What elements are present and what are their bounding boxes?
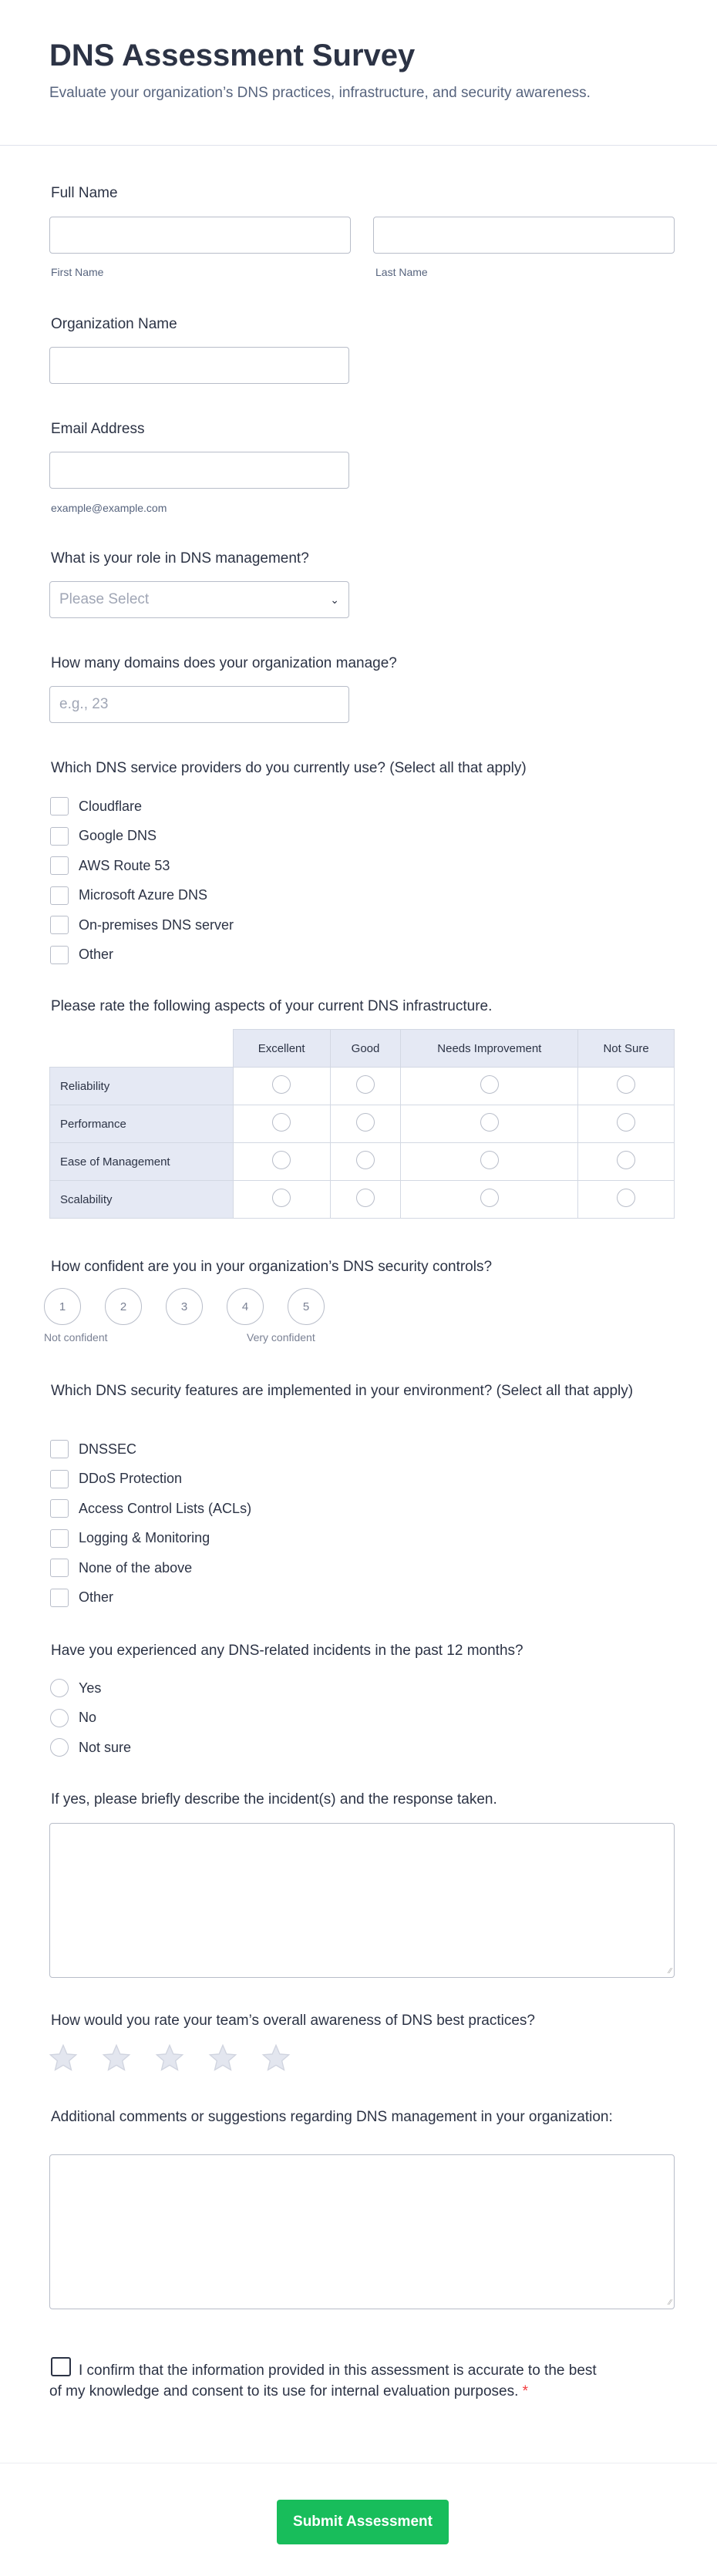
radio-option[interactable] [50,1703,131,1734]
submit-button[interactable]: Submit Assessment [277,2500,449,2544]
awareness-label: How would you rate your team’s overall awareness of DNS best practices? [51,2013,535,2029]
star-icon[interactable] [207,2043,238,2073]
scale-option-5[interactable]: 5 [288,1288,325,1325]
matrix-radio[interactable] [480,1113,499,1132]
matrix-radio[interactable] [356,1189,375,1207]
matrix-radio[interactable] [272,1075,291,1094]
email-sublabel: example@example.com [51,502,167,514]
checkbox-option[interactable] [50,910,234,940]
matrix-cell [578,1181,675,1219]
domains-input[interactable] [49,686,349,723]
header-divider [0,145,717,146]
features-label: Which DNS security features are implemented in your environment? (Select all that apply) [51,1383,634,1399]
last-name-sublabel: Last Name [375,266,428,278]
checkbox[interactable] [50,1559,69,1577]
role-label: What is your role in DNS management? [51,550,309,567]
matrix-cell [578,1143,675,1181]
option-label: Yes [79,1680,102,1696]
matrix-cell [578,1105,675,1143]
features-options [50,1434,251,1613]
option-label: Not sure [79,1739,132,1755]
checkbox-option[interactable] [50,1434,251,1465]
resize-grip-icon[interactable]: ∕∕ [668,1967,672,1976]
checkbox[interactable] [50,886,69,905]
matrix-row-label: Scalability [50,1181,234,1219]
star-rating [48,2043,291,2073]
matrix-cell [401,1068,578,1105]
matrix-radio[interactable] [617,1075,635,1094]
chevron-down-icon: ⌄ [330,593,339,606]
checkbox-option[interactable] [50,940,234,970]
confidence-label: How confident are you in your organization’s DNS security controls? [51,1259,493,1275]
checkbox[interactable] [50,946,69,964]
checkbox[interactable] [50,1499,69,1518]
matrix-row-label: Ease of Management [50,1143,234,1181]
required-mark: * [522,2383,529,2399]
star-icon[interactable] [101,2043,132,2073]
confidence-scale [44,1288,325,1325]
option-label: Microsoft Azure DNS [79,887,208,903]
matrix-column-header: Good [330,1030,401,1068]
comments-textarea[interactable] [49,2154,675,2309]
incidents-label: Have you experienced any DNS-related incidents in the past 12 months? [51,1643,523,1659]
comments-label: Additional comments or suggestions regarding DNS management in your organization: [51,2109,613,2125]
consent-text [49,2360,604,2402]
matrix-radio[interactable] [356,1113,375,1132]
matrix-cell [330,1181,401,1219]
option-label: No [79,1710,97,1726]
option-label: Logging & Monitoring [79,1530,210,1546]
scale-option-4[interactable]: 4 [227,1288,264,1325]
matrix-radio[interactable] [480,1075,499,1094]
incidents-options [50,1673,131,1763]
scale-max-label: Very confident [247,1331,315,1343]
checkbox-option[interactable] [50,1465,251,1495]
option-label: None of the above [79,1559,193,1576]
first-name-sublabel: First Name [51,266,104,278]
organization-label: Organization Name [51,316,177,332]
checkbox-option[interactable] [50,822,234,852]
matrix-row [50,1105,675,1143]
option-label: Access Control Lists (ACLs) [79,1500,252,1516]
checkbox-option[interactable] [50,1583,251,1613]
matrix-column-header: Needs Improvement [401,1030,578,1068]
matrix-radio[interactable] [480,1151,499,1169]
matrix-radio[interactable] [356,1075,375,1094]
matrix-radio[interactable] [272,1151,291,1169]
checkbox[interactable] [50,827,69,846]
checkbox[interactable] [50,797,69,816]
role-select-value: Please Select [59,591,150,607]
matrix-cell [401,1143,578,1181]
matrix-cell [233,1105,330,1143]
matrix-corner [50,1030,234,1068]
matrix-radio[interactable] [617,1151,635,1169]
scale-option-3[interactable]: 3 [166,1288,203,1325]
radio-button[interactable] [50,1709,69,1727]
star-icon[interactable] [261,2043,291,2073]
matrix-row [50,1181,675,1219]
option-label: DNSSEC [79,1441,137,1457]
checkbox[interactable] [50,1529,69,1548]
email-label: Email Address [51,421,145,437]
describe-label: If yes, please briefly describe the incident(s) and the response taken. [51,1791,497,1808]
page-subtitle: Evaluate your organization’s DNS practices, infrastructure, and security awareness. [49,85,591,101]
role-select[interactable] [49,581,349,618]
providers-options [50,792,234,970]
matrix-row-label: Reliability [50,1068,234,1105]
checkbox-option[interactable] [50,851,234,881]
providers-label: Which DNS service providers do you currently use? (Select all that apply) [51,760,527,776]
email-input[interactable] [49,452,349,489]
matrix-radio[interactable] [356,1151,375,1169]
rating-matrix [49,1029,675,1219]
last-name-input[interactable] [373,217,675,254]
matrix-cell [330,1068,401,1105]
checkbox[interactable] [50,916,69,934]
matrix-radio[interactable] [617,1113,635,1132]
star-icon[interactable] [48,2043,79,2073]
matrix-cell [233,1181,330,1219]
describe-textarea[interactable] [49,1823,675,1978]
scale-option-1[interactable]: 1 [44,1288,81,1325]
option-label: DDoS Protection [79,1471,183,1487]
matrix-radio[interactable] [617,1189,635,1207]
option-label: On-premises DNS server [79,916,234,933]
resize-grip-icon[interactable]: ∕∕ [668,2299,672,2307]
checkbox[interactable] [50,1440,69,1458]
option-label: Cloudflare [79,798,143,814]
matrix-cell [330,1143,401,1181]
option-label: AWS Route 53 [79,857,170,873]
star-icon[interactable] [154,2043,185,2073]
checkbox-option[interactable] [50,1494,251,1524]
radio-button[interactable] [50,1738,69,1757]
scale-option-2[interactable]: 2 [105,1288,142,1325]
full-name-label: Full Name [51,185,118,201]
organization-input[interactable] [49,347,349,384]
matrix-row-label: Performance [50,1105,234,1143]
matrix-cell [401,1181,578,1219]
consent-label: I confirm that the information provided in this assessment is accurate to the best of my knowledge and consent to its use for internal evaluation purposes. [49,2362,597,2399]
checkbox[interactable] [50,1589,69,1607]
matrix-column-header: Not Sure [578,1030,675,1068]
checkbox-option[interactable] [50,792,234,822]
matrix-radio[interactable] [272,1189,291,1207]
domains-label: How many domains does your organization manage? [51,655,397,671]
first-name-input[interactable] [49,217,351,254]
radio-option[interactable] [50,1733,131,1763]
matrix-radio[interactable] [480,1189,499,1207]
matrix-cell [233,1143,330,1181]
matrix-cell [401,1105,578,1143]
radio-option[interactable] [50,1673,131,1703]
matrix-radio[interactable] [272,1113,291,1132]
option-label: Other [79,947,114,963]
checkbox-option[interactable] [50,1524,251,1554]
option-label: Google DNS [79,828,157,844]
matrix-row [50,1143,675,1181]
matrix-row [50,1068,675,1105]
checkbox-option[interactable] [50,881,234,911]
radio-button[interactable] [50,1679,69,1697]
domains-placeholder: e.g., 23 [59,696,109,712]
option-label: Other [79,1589,114,1606]
matrix-label: Please rate the following aspects of your current DNS infrastructure. [51,998,493,1014]
page-title: DNS Assessment Survey [49,39,416,72]
scale-min-label: Not confident [44,1331,108,1343]
checkbox-option[interactable] [50,1553,251,1583]
checkbox[interactable] [50,1470,69,1488]
checkbox[interactable] [50,856,69,875]
matrix-cell [578,1068,675,1105]
matrix-cell [233,1068,330,1105]
matrix-cell [330,1105,401,1143]
matrix-column-header: Excellent [233,1030,330,1068]
